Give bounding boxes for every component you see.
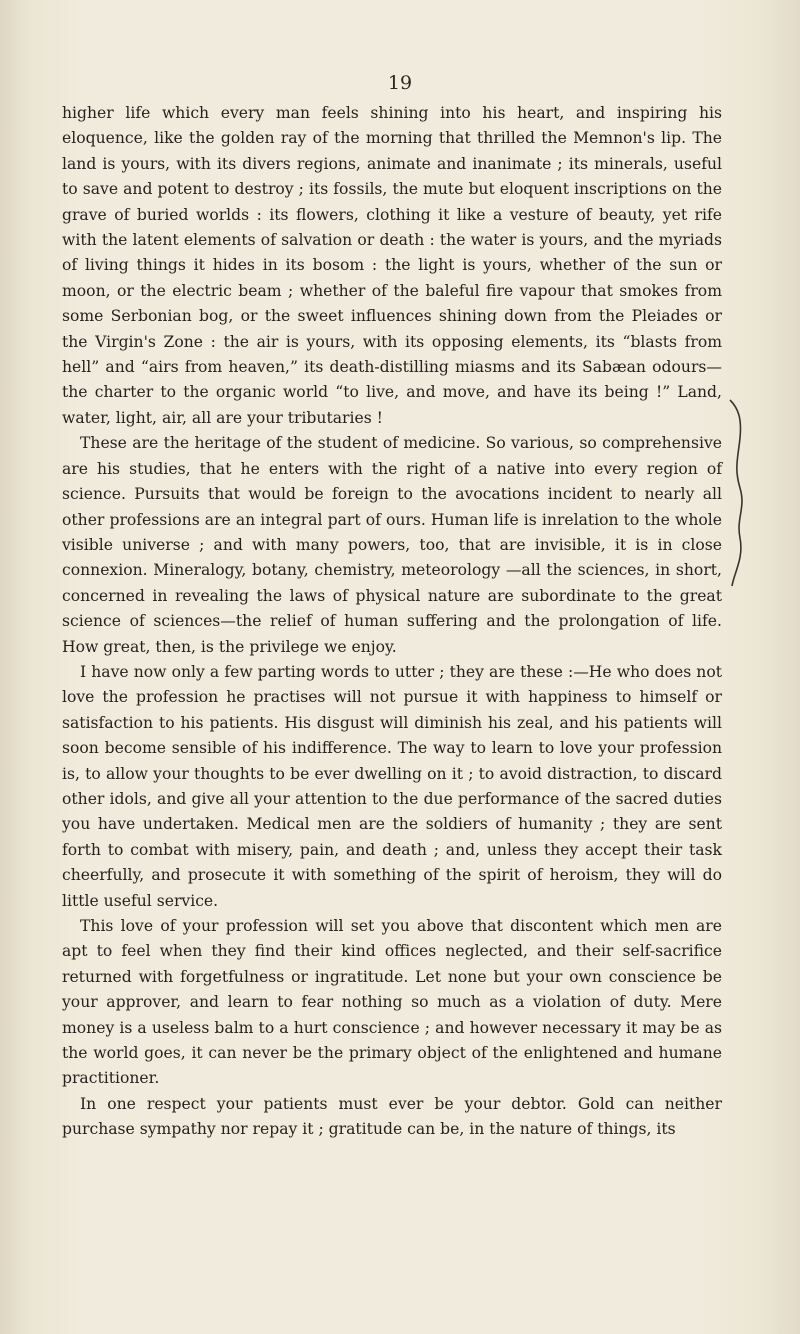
page-number: 19 [387,72,413,94]
paragraph-3: I have now only a few parting words to utter ; they are these :—He who does not love the profession he practises will not pursue it with happiness to himself or satisfaction to his patients. His disgust will diminish his zeal, and his patients will soon become sensible of his indifference. The way to learn to love your profession is, to allow your thoughts to be ever dwelling on it ; to avoid distraction, to discard other idols, and give all your attention to the due performance of the sacred duties you have undertaken. Medical men are the soldiers of humanity ; they are sent forth to combat with misery, pain, and death ; and, unless they accept their task cheerfully, and prosecute it with something of the spirit of heroism, they will do little useful service. [62,662,722,910]
paragraph-5: In one respect your patients must ever be your debtor. Gold can neither purchase sympathy nor repay it ; gratitude can be, in the nature of things, its [62,1094,722,1139]
paragraph-2: These are the heritage of the student of medicine. So various, so comprehensive are his studies, that he enters with the right of a native into every region of science. Pursuits that would be foreign to the avocations incident to nearly all other professions are an integral part of ours. Human life is inrelation to the whole visible universe ; and with many powers, too, that are invisible, it is in close connexion. Mineralogy, botany, chemistry, meteorology —all the sciences, in short, concerned in revealing the laws of physical nature are subordinate to the great science of sciences—the relief of human suffering and the prolongation of life. How great, then, is the privilege we enjoy. [62,434,722,656]
paragraph-4: This love of your profession will set you above that discontent which men are apt to feel when they find their kind offices neglected, and their self-sacrifice returned with forgetfulness or ingratitude. Let none but your own conscience be your approver, and learn to fear nothing so much as a violation of duty. Mere money is a useless balm to a hurt conscience ; and however necessary it may be as the world goes, it can never be the primary object of the enlightened and humane practitioner. [62,917,722,1088]
margin-brace-mark [726,398,756,588]
body-text [62,101,722,1143]
paragraph-1: higher life which every man feels shining into his heart, and inspiring his eloquence, like the golden ray of the morning that thrilled the Memnon's lip. The land is yours, with its divers regions, animate and inanimate ; its minerals, useful to save and potent to destroy ; its fossils, the mute but eloquent inscriptions on the grave of buried worlds : its flowers, clothing it like a vesture of beauty, yet rife with the latent elements of salvation or death : the water is yours, and the myriads of living things it hides in its bosom : the light is yours, whether of the sun or moon, or the electric beam ; whether of the baleful fire vapour that smokes from some Serbonian bog, or the sweet influences shining down from the Pleiades or the Virgin's Zone : the air is yours, with its opposing elements, its “blasts from hell” and “airs from heaven,” its death-distilling miasms and its Sabæan odours—the charter to the organic world “to live, and move, and have its being !” Land, water, light, air, all are your tributaries ! [62,104,722,427]
